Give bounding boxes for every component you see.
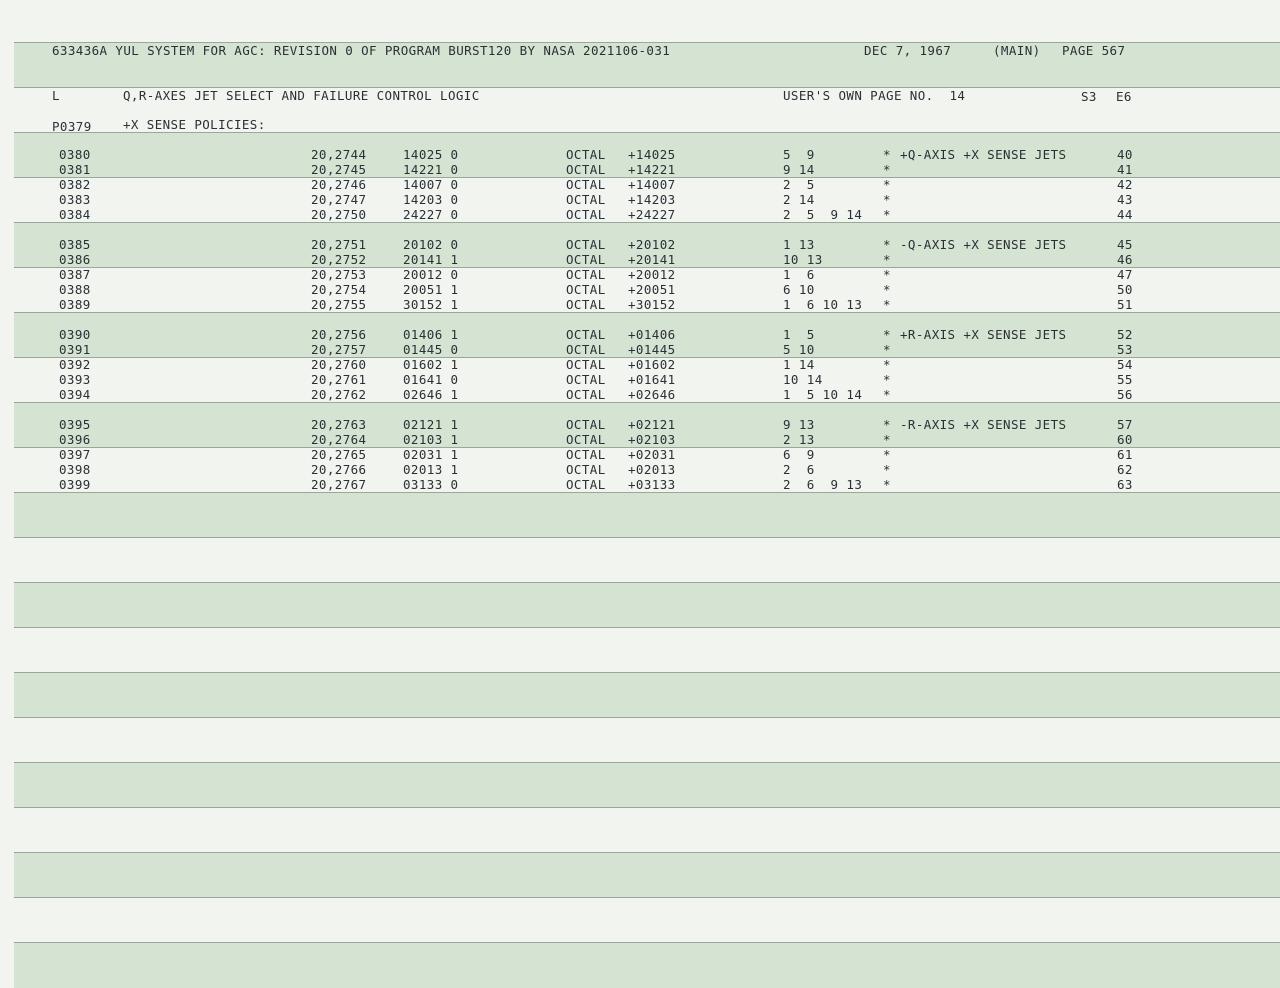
jet-list: 9 14 [783, 162, 815, 177]
comment-star: * [883, 342, 891, 357]
opcode: OCTAL [566, 417, 606, 432]
opcode: OCTAL [566, 342, 606, 357]
address: 20,2754 [311, 282, 367, 297]
jet-list: 1 5 [783, 327, 815, 342]
section-line-id: P0379 [52, 119, 92, 134]
address: 20,2755 [311, 297, 367, 312]
opcode: OCTAL [566, 192, 606, 207]
octal-word: 14203 0 [403, 192, 459, 207]
address: 20,2765 [311, 447, 367, 462]
card-number: 54 [1117, 357, 1133, 372]
comment-star: * [883, 192, 891, 207]
tag-s3: S3 [1081, 89, 1097, 104]
octal-word: 14221 0 [403, 162, 459, 177]
address: 20,2753 [311, 267, 367, 282]
line-number: 0397 [59, 447, 91, 462]
octal-word: 14025 0 [403, 147, 459, 162]
opcode: OCTAL [566, 282, 606, 297]
section-title: Q,R-AXES JET SELECT AND FAILURE CONTROL LOGIC [123, 88, 480, 103]
card-number: 61 [1117, 447, 1133, 462]
comment-star: * [883, 237, 891, 252]
octal-word: 20012 0 [403, 267, 459, 282]
comment-star: * [883, 432, 891, 447]
operand: +14203 [628, 192, 676, 207]
opcode: OCTAL [566, 372, 606, 387]
address: 20,2766 [311, 462, 367, 477]
line-number: 0382 [59, 177, 91, 192]
jet-list: 1 14 [783, 357, 815, 372]
address: 20,2747 [311, 192, 367, 207]
octal-word: 01445 0 [403, 342, 459, 357]
operand: +20012 [628, 267, 676, 282]
card-number: 62 [1117, 462, 1133, 477]
octal-word: 02121 1 [403, 417, 459, 432]
card-number: 41 [1117, 162, 1133, 177]
opcode: OCTAL [566, 147, 606, 162]
address: 20,2767 [311, 477, 367, 492]
jet-list: 2 13 [783, 432, 815, 447]
comment-star: * [883, 462, 891, 477]
opcode: OCTAL [566, 357, 606, 372]
jet-list: 2 6 [783, 462, 815, 477]
opcode: OCTAL [566, 237, 606, 252]
address: 20,2750 [311, 207, 367, 222]
operand: +14025 [628, 147, 676, 162]
line-number: 0388 [59, 282, 91, 297]
opcode: OCTAL [566, 477, 606, 492]
line-number: 0384 [59, 207, 91, 222]
line-number: 0393 [59, 372, 91, 387]
address: 20,2763 [311, 417, 367, 432]
operand: +30152 [628, 297, 676, 312]
comment-star: * [883, 252, 891, 267]
comment-text: -Q-AXIS +X SENSE JETS [900, 237, 1067, 252]
operand: +02013 [628, 462, 676, 477]
address: 20,2746 [311, 177, 367, 192]
comment-text: -R-AXIS +X SENSE JETS [900, 417, 1067, 432]
jet-list: 5 9 [783, 147, 815, 162]
card-number: 40 [1117, 147, 1133, 162]
operand: +24227 [628, 207, 676, 222]
operand: +01406 [628, 327, 676, 342]
octal-word: 01641 0 [403, 372, 459, 387]
comment-star: * [883, 372, 891, 387]
comment-star: * [883, 267, 891, 282]
address: 20,2751 [311, 237, 367, 252]
jet-list: 10 13 [783, 252, 823, 267]
listing-title: 633436A YUL SYSTEM FOR AGC: REVISION 0 OF PROGRAM BURST120 BY NASA 2021106-031 [52, 43, 671, 58]
octal-word: 02646 1 [403, 387, 459, 402]
users-page-number: USER'S OWN PAGE NO. 14 [783, 88, 966, 103]
address: 20,2762 [311, 387, 367, 402]
line-number: 0392 [59, 357, 91, 372]
octal-word: 02031 1 [403, 447, 459, 462]
jet-list: 2 5 [783, 177, 815, 192]
jet-list: 1 13 [783, 237, 815, 252]
octal-word: 20102 0 [403, 237, 459, 252]
comment-star: * [883, 387, 891, 402]
jet-list: 1 5 10 14 [783, 387, 863, 402]
opcode: OCTAL [566, 387, 606, 402]
line-number: 0386 [59, 252, 91, 267]
comment-star: * [883, 357, 891, 372]
jet-list: 10 14 [783, 372, 823, 387]
opcode: OCTAL [566, 327, 606, 342]
line-number: 0395 [59, 417, 91, 432]
line-type: L [52, 88, 60, 103]
comment-star: * [883, 297, 891, 312]
card-number: 60 [1117, 432, 1133, 447]
line-number: 0396 [59, 432, 91, 447]
comment-star: * [883, 162, 891, 177]
opcode: OCTAL [566, 432, 606, 447]
octal-word: 14007 0 [403, 177, 459, 192]
opcode: OCTAL [566, 177, 606, 192]
comment-star: * [883, 327, 891, 342]
octal-word: 20141 1 [403, 252, 459, 267]
operand: +20102 [628, 237, 676, 252]
jet-list: 6 10 [783, 282, 815, 297]
line-number: 0398 [59, 462, 91, 477]
address: 20,2745 [311, 162, 367, 177]
jet-list: 2 5 9 14 [783, 207, 863, 222]
comment-star: * [883, 177, 891, 192]
card-number: 45 [1117, 237, 1133, 252]
comment-star: * [883, 447, 891, 462]
opcode: OCTAL [566, 297, 606, 312]
jet-list: 6 9 [783, 447, 815, 462]
comment-star: * [883, 207, 891, 222]
comment-star: * [883, 147, 891, 162]
operand: +01445 [628, 342, 676, 357]
operand: +14007 [628, 177, 676, 192]
card-number: 56 [1117, 387, 1133, 402]
opcode: OCTAL [566, 447, 606, 462]
octal-word: 02103 1 [403, 432, 459, 447]
assembly-label: (MAIN) [993, 43, 1041, 58]
comment-star: * [883, 417, 891, 432]
address: 20,2757 [311, 342, 367, 357]
jet-list: 1 6 [783, 267, 815, 282]
address: 20,2760 [311, 357, 367, 372]
operand: +01602 [628, 357, 676, 372]
card-number: 63 [1117, 477, 1133, 492]
operand: +14221 [628, 162, 676, 177]
octal-word: 01602 1 [403, 357, 459, 372]
line-number: 0383 [59, 192, 91, 207]
line-number: 0387 [59, 267, 91, 282]
operand: +20141 [628, 252, 676, 267]
card-number: 55 [1117, 372, 1133, 387]
comment-text: +R-AXIS +X SENSE JETS [900, 327, 1067, 342]
address: 20,2752 [311, 252, 367, 267]
operand: +01641 [628, 372, 676, 387]
operand: +02103 [628, 432, 676, 447]
line-number: 0385 [59, 237, 91, 252]
card-number: 46 [1117, 252, 1133, 267]
card-number: 42 [1117, 177, 1133, 192]
jet-list: 2 14 [783, 192, 815, 207]
address: 20,2761 [311, 372, 367, 387]
line-number: 0394 [59, 387, 91, 402]
operand: +02646 [628, 387, 676, 402]
octal-word: 02013 1 [403, 462, 459, 477]
card-number: 57 [1117, 417, 1133, 432]
line-number: 0389 [59, 297, 91, 312]
comment-star: * [883, 477, 891, 492]
line-number: 0391 [59, 342, 91, 357]
listing-date: DEC 7, 1967 [864, 43, 952, 58]
opcode: OCTAL [566, 207, 606, 222]
octal-word: 01406 1 [403, 327, 459, 342]
address: 20,2744 [311, 147, 367, 162]
card-number: 44 [1117, 207, 1133, 222]
octal-word: 30152 1 [403, 297, 459, 312]
address: 20,2764 [311, 432, 367, 447]
comment-text: +Q-AXIS +X SENSE JETS [900, 147, 1067, 162]
opcode: OCTAL [566, 267, 606, 282]
line-number: 0381 [59, 162, 91, 177]
card-number: 53 [1117, 342, 1133, 357]
page-number: PAGE 567 [1062, 43, 1126, 58]
tag-e6: E6 [1116, 89, 1132, 104]
operand: +20051 [628, 282, 676, 297]
card-number: 47 [1117, 267, 1133, 282]
operand: +03133 [628, 477, 676, 492]
card-number: 43 [1117, 192, 1133, 207]
card-number: 52 [1117, 327, 1133, 342]
card-number: 50 [1117, 282, 1133, 297]
address: 20,2756 [311, 327, 367, 342]
comment-star: * [883, 282, 891, 297]
jet-list: 1 6 10 13 [783, 297, 863, 312]
line-number: 0380 [59, 147, 91, 162]
opcode: OCTAL [566, 462, 606, 477]
jet-list: 9 13 [783, 417, 815, 432]
opcode: OCTAL [566, 162, 606, 177]
jet-list: 2 6 9 13 [783, 477, 863, 492]
card-number: 51 [1117, 297, 1133, 312]
operand: +02031 [628, 447, 676, 462]
line-number: 0399 [59, 477, 91, 492]
octal-word: 20051 1 [403, 282, 459, 297]
operand: +02121 [628, 417, 676, 432]
octal-word: 03133 0 [403, 477, 459, 492]
section-line-text: +X SENSE POLICIES: [123, 117, 266, 132]
octal-word: 24227 0 [403, 207, 459, 222]
jet-list: 5 10 [783, 342, 815, 357]
opcode: OCTAL [566, 252, 606, 267]
line-number: 0390 [59, 327, 91, 342]
